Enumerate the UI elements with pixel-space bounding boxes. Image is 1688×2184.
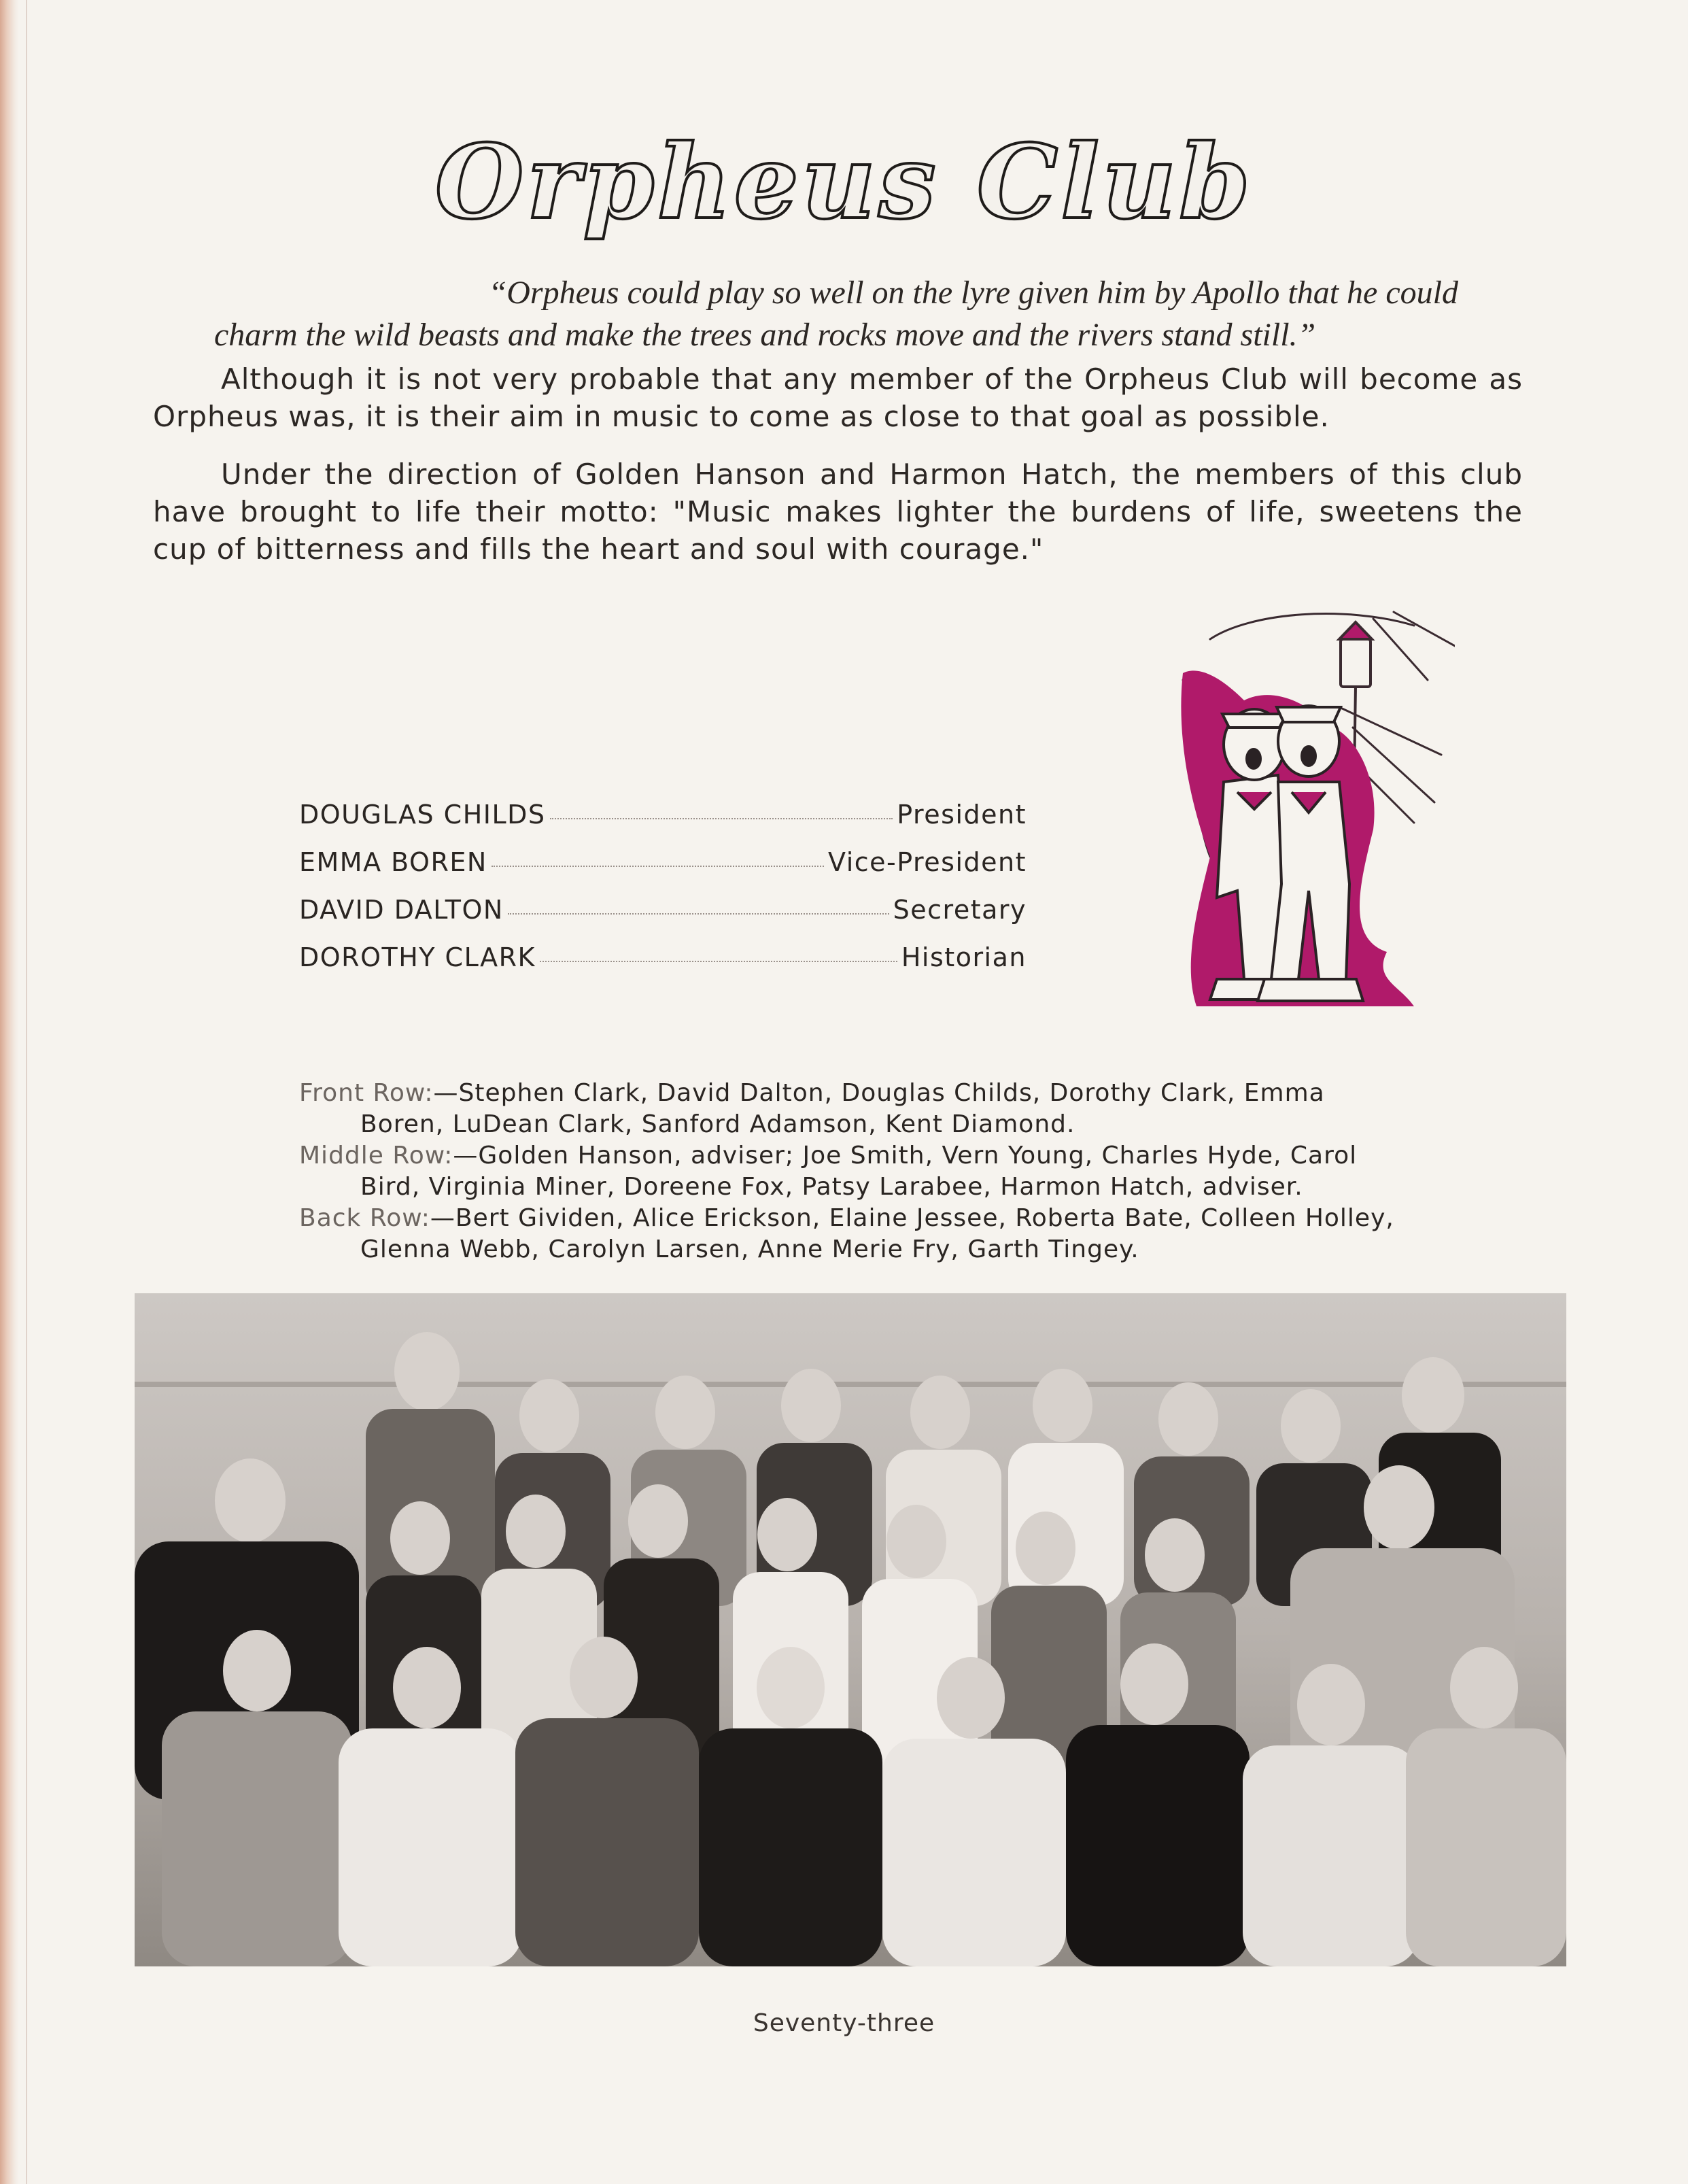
officer-row xyxy=(299,895,1027,942)
intro-paragraph xyxy=(153,360,1523,435)
quote-line-2: charm the wild beasts and make the trees and rocks move and the rivers stand still.” xyxy=(214,317,1316,353)
orpheus-quote xyxy=(214,272,1458,356)
leader-dots xyxy=(492,866,824,867)
intro-paragraph-text: Although it is not very probable that any member of the Orpheus Club will become as Orpheus was, it is their aim in music to come as close to that goal as possible. xyxy=(153,362,1523,433)
leader-dots xyxy=(550,818,893,819)
front-row-label: Front Row: xyxy=(299,1079,434,1107)
leader-dots xyxy=(540,961,897,962)
officer-name: DOUGLAS CHILDS xyxy=(299,800,546,830)
back-row-line-1 xyxy=(299,1203,1400,1234)
page-number: Seventy-three xyxy=(753,2009,935,2037)
singing-sailors-illustration xyxy=(1169,598,1455,1020)
quote-line-1: “Orpheus could play so well on the lyre given him by Apollo that he could xyxy=(488,275,1458,311)
officer-role: Historian xyxy=(901,942,1027,972)
middle-row-line-1 xyxy=(299,1140,1400,1172)
officer-name: DOROTHY CLARK xyxy=(299,942,536,972)
officer-name: DAVID DALTON xyxy=(299,895,504,925)
officer-role: President xyxy=(897,800,1027,830)
middle-row-names-2: Bird, Virginia Miner, Doreene Fox, Patsy Larabee, Harmon Hatch, adviser. xyxy=(360,1173,1303,1201)
middle-row-names-1: —Golden Hanson, adviser; Joe Smith, Vern Young, Charles Hyde, Carol xyxy=(453,1142,1358,1170)
motto-paragraph-text: Under the direction of Golden Hanson and Harmon Hatch, the members of this club have brought to life their motto: "Music makes lighter the burdens of life, sweetens the cup of bitterness and fills the heart and soul with courage." xyxy=(153,458,1523,566)
officer-row xyxy=(299,800,1027,847)
leader-dots xyxy=(508,913,889,915)
officers-list xyxy=(299,800,1027,990)
page-edge xyxy=(0,0,19,2184)
middle-row-label: Middle Row: xyxy=(299,1142,453,1170)
officer-row xyxy=(299,847,1027,895)
front-row-line-1 xyxy=(299,1078,1400,1109)
member-names-caption xyxy=(299,1078,1400,1265)
officer-row xyxy=(299,942,1027,990)
motto-paragraph xyxy=(153,456,1523,568)
binding-line xyxy=(26,0,27,2184)
officer-role: Secretary xyxy=(893,895,1027,925)
page-title: Orpheus Club xyxy=(434,122,1254,242)
officer-role: Vice-President xyxy=(828,847,1027,877)
back-row-label: Back Row: xyxy=(299,1204,430,1232)
back-row-names-2: Glenna Webb, Carolyn Larsen, Anne Merie Fry, Garth Tingey. xyxy=(360,1235,1139,1263)
back-row-names-1: —Bert Gividen, Alice Erickson, Elaine Jessee, Roberta Bate, Colleen Holley, xyxy=(430,1204,1394,1232)
front-row-names-2: Boren, LuDean Clark, Sanford Adamson, Kent Diamond. xyxy=(360,1110,1075,1138)
front-row-names-1: —Stephen Clark, David Dalton, Douglas Childs, Dorothy Clark, Emma xyxy=(433,1079,1325,1107)
group-photo xyxy=(135,1293,1566,1966)
officer-name: EMMA BOREN xyxy=(299,847,487,877)
